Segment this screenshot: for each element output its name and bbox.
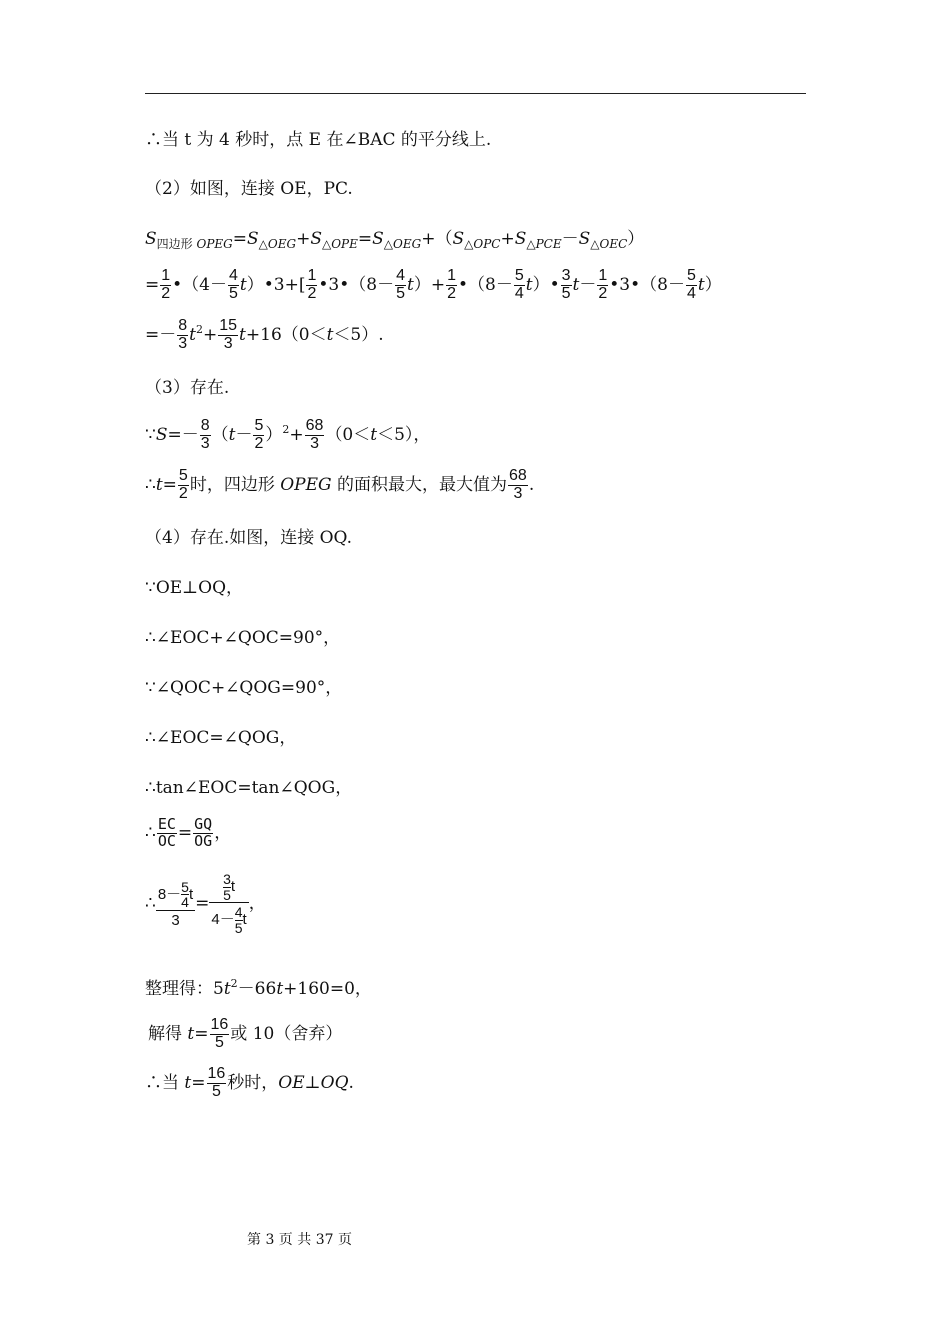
formula-area-result: =－ $\frac{8}{3}$ $t^2+$ $\frac{15}{3}$ t+16（0＜t＜5）.	[145, 317, 384, 352]
formula-ratio: ∴ $\frac{EC}{OC}$ = $\frac{GQ}{OG}$ ，	[145, 815, 232, 850]
text-line-1: ∴当 t 为 4 秒时，点 E 在∠BAC 的平分线上.	[145, 130, 492, 150]
text-line-12: ∵∠QOC+∠QOG=90°，	[145, 678, 343, 698]
text-line-2: （2）如图，连接 OE，PC.	[145, 179, 353, 199]
text-line-6: （3）存在.	[145, 378, 230, 398]
page-footer: 第 3 页 共 37 页	[247, 1232, 352, 1248]
text-line-14: ∴tan∠EOC=tan∠QOG，	[145, 778, 353, 798]
formula-area-definition: $S_{四边形 OPEG}=S_{\triangle OEG}+S_{\triangle OPE}=S_{\triangle OEG}+(S_{\triangle OPC}+S_{\triangle PCE}-S_{\triangle OEC})$	[145, 229, 645, 251]
text-line-10: ∵OE⊥OQ，	[145, 578, 244, 598]
header-rule	[145, 93, 806, 94]
formula-solution: 解得 t= $\frac{16}{5}$ 或 10（舍弃）	[148, 1016, 343, 1051]
text-line-9: （4）存在.如图，连接 OQ.	[145, 528, 353, 548]
formula-max-area: ∴t= $\frac{5}{2}$ 时，四边形 OPEG 的面积最大，最大值为 $\frac{68}{3}$ .	[145, 467, 535, 502]
formula-area-expansion: = $\frac{1}{2}$ •（4－ $\frac{4}{5}$ t）•3+[ $\frac{1}{2}$ •3•（8－ $\frac{4}{5}$ t）+ $\frac{1}{2}$ •（8－ $\frac{5}{4}$ t）• $\frac{3}{5}$ t－ $\frac{1}{2}$ •3•（8－ $\frac{5}{4}$ t）	[145, 267, 722, 302]
text-line-13: ∴∠EOC=∠QOG，	[145, 728, 297, 748]
text-line-11: ∴∠EOC+∠QOC=90°，	[145, 628, 341, 648]
formula-ratio-substituted: ∴ 8－ $\frac{5}{4}$ t 3 = $\frac{3}{5}$ t 4－ $\frac{4}{5}$ t ，	[145, 871, 266, 937]
formula-conclusion: ∴当 t= $\frac{16}{5}$ 秒时，OE⊥OQ.	[145, 1065, 354, 1100]
formula-vertex-form: ∵S=－ $\frac{8}{3}$ （t－ $\frac{5}{2}$ ）$^2$+ $\frac{68}{3}$ （0＜t＜5），	[145, 417, 431, 452]
formula-simplified: 整理得：$5t^2-66t+160=0$，	[145, 977, 372, 999]
